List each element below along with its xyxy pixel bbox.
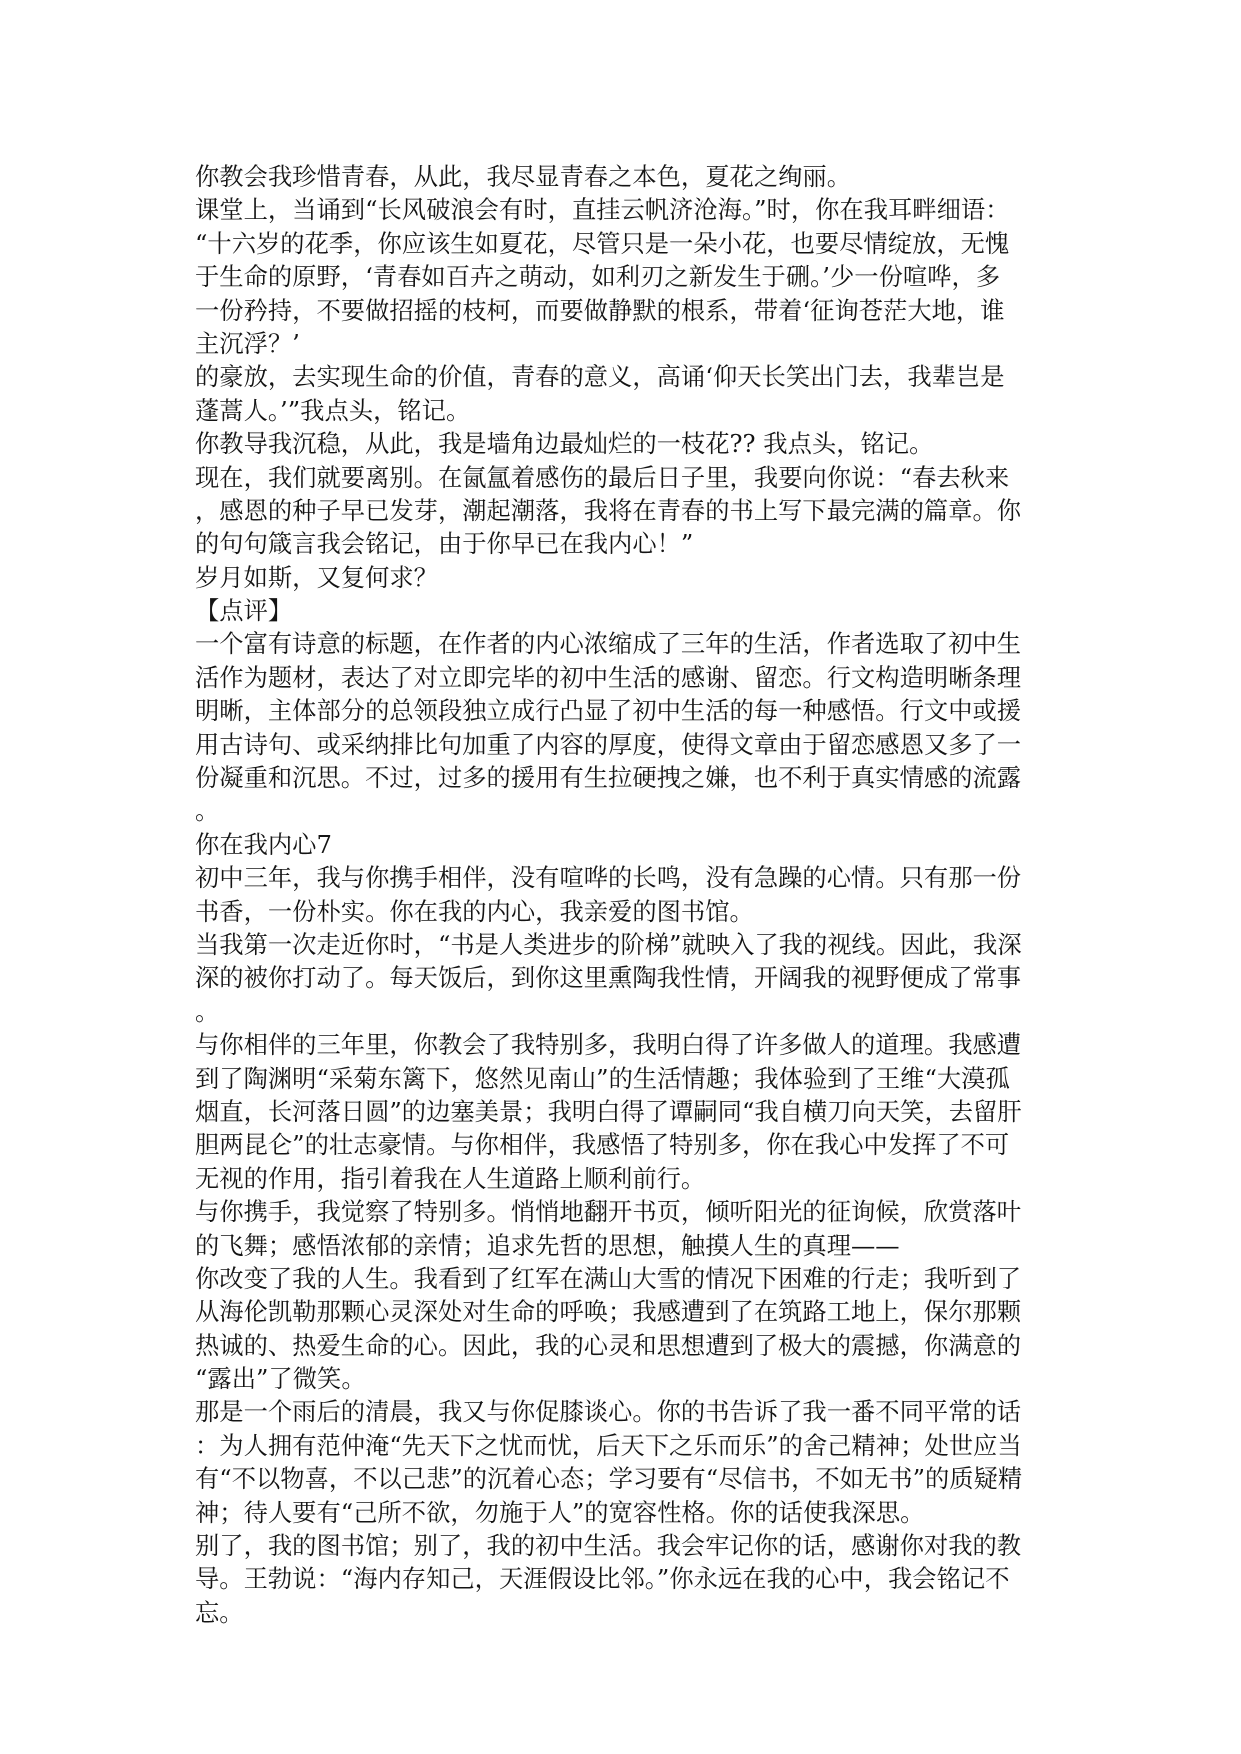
text-line: 一份矜持，不要做招摇的枝柯，而要做静默的根系，带着‘征询苍茫大地，谁 [195, 295, 1005, 325]
text-line: 一个富有诗意的标题，在作者的内心浓缩成了三年的生活，作者选取了初中生 [195, 629, 1022, 659]
text-line: 深的被你打动了。每天饭后，到你这里熏陶我性情，开阔我的视野便成了常事 [195, 963, 1022, 993]
text-line: 的飞舞；感悟浓郁的亲情；追求先哲的思想，触摸人生的真理—— [195, 1230, 900, 1260]
text-line: 从海伦凯勒那颗心灵深处对生命的呼唤；我感遭到了在筑路工地上，保尔那颗 [195, 1297, 1022, 1327]
text-line: 你在我内心7 [195, 829, 332, 859]
text-line: ，感恩的种子早已发芽，潮起潮落，我将在青春的书上写下最完满的篇章。你 [195, 495, 1022, 525]
text-line: 初中三年，我与你携手相伴，没有喧哗的长鸣，没有急躁的心情。只有那一份 [195, 863, 1022, 893]
text-line: 明晰，主体部分的总领段独立成行凸显了初中生活的每一种感悟。行文中或援 [195, 696, 1022, 726]
text-line: 你教会我珍惜青春，从此，我尽显青春之本色，夏花之绚丽。 [195, 162, 852, 191]
text-line: 当我第一次走近你时，“书是人类进步的阶梯”就映入了我的视线。因此，我深 [195, 929, 1022, 959]
text-line: 别了，我的图书馆；别了，我的初中生活。我会牢记你的话，感谢你对我的教 [195, 1531, 1022, 1561]
text-line: ：为人拥有范仲淹“先天下之忧而忧，后天下之乐而乐”的舍己精神；处世应当 [195, 1430, 1022, 1460]
text-line: 与你相伴的三年里，你教会了我特别多，我明白得了许多做人的道理。我感遭 [195, 1030, 1022, 1060]
text-line: 现在，我们就要离别。在氤氲着感伤的最后日子里，我要向你说：“春去秋来 [195, 462, 1010, 492]
text-line: 那是一个雨后的清晨，我又与你促膝谈心。你的书告诉了我一番不同平常的话 [195, 1397, 1022, 1427]
text-line: 有“不以物喜，不以己悲”的沉着心态；学习要有“尽信书，不如无书”的质疑精 [195, 1464, 1023, 1494]
text-line: 活作为题材，表达了对立即完毕的初中生活的感谢、留恋。行文构造明晰条理 [195, 662, 1022, 692]
text-line: “十六岁的花季，你应该生如夏花，尽管只是一朵小花，也要尽情绽放，无愧 [195, 228, 1010, 258]
text-line: 用古诗句、或采纳排比句加重了内容的厚度，使得文章由于留恋感恩又多了一 [195, 729, 1022, 759]
text-line: 烟直，长河落日圆”的边塞美景；我明白得了谭嗣同“我自横刀向天笑，去留肝 [195, 1096, 1022, 1126]
text-line: 神；待人要有“己所不欲，勿施于人”的宽容性格。你的话使我深思。 [195, 1497, 925, 1527]
text-line: 的句句箴言我会铭记，由于你早已在我内心！” [195, 529, 694, 559]
text-line: “露出”了微笑。 [195, 1364, 366, 1394]
text-line: 到了陶渊明“采菊东篱下，悠然见南山”的生活情趣；我体验到了王维“大漠孤 [195, 1063, 1010, 1093]
text-line: 的豪放，去实现生命的价值，青春的意义，高诵‘仰天长笑出门去，我辈岂是 [195, 362, 1005, 392]
text-line: 岁月如斯，又复何求？ [195, 562, 438, 592]
text-line: 你教导我沉稳，从此，我是墙角边最灿烂的一枝花?? 我点头，铭记。 [195, 429, 934, 459]
text-line: 无视的作用，指引着我在人生道路上顺利前行。 [195, 1163, 706, 1193]
text-line: 导。王勃说：“海内存知己，天涯假设比邻。”你永远在我的心中，我会铭记不 [195, 1564, 1010, 1594]
text-line: 与你携手，我觉察了特别多。悄悄地翻开书页，倾听阳光的征询候，欣赏落叶 [195, 1197, 1022, 1227]
text-line: 。 [195, 996, 220, 1026]
text-line: 。 [195, 796, 220, 826]
text-line: 课堂上，当诵到“长风破浪会有时，直挂云帆济沧海。”时，你在我耳畔细语： [195, 195, 1010, 225]
text-line: 胆两昆仑”的壮志豪情。与你相伴，我感悟了特别多，你在我心中发挥了不可 [195, 1130, 1010, 1160]
text-line: 【点评】 [195, 596, 293, 626]
text-line: 书香，一份朴实。你在我的内心，我亲爱的图书馆。 [195, 896, 754, 926]
text-line: 热诚的、热爱生命的心。因此，我的心灵和思想遭到了极大的震撼，你满意的 [195, 1330, 1022, 1360]
text-line: 忘。 [195, 1597, 244, 1627]
text-line: 于生命的原野，‘青春如百卉之萌动，如利刃之新发生于硎。’少一份喧哗，多 [195, 262, 1001, 292]
text-line: 你改变了我的人生。我看到了红军在满山大雪的情况下困难的行走；我听到了 [195, 1263, 1022, 1293]
text-line: 份凝重和沉思。不过，过多的援用有生拉硬拽之嫌，也不利于真实情感的流露 [195, 763, 1022, 793]
document-body [195, 160, 1050, 1629]
text-line: 主沉浮？’ [195, 328, 300, 358]
text-line: 蓬蒿人。’”我点头，铭记。 [195, 395, 471, 425]
